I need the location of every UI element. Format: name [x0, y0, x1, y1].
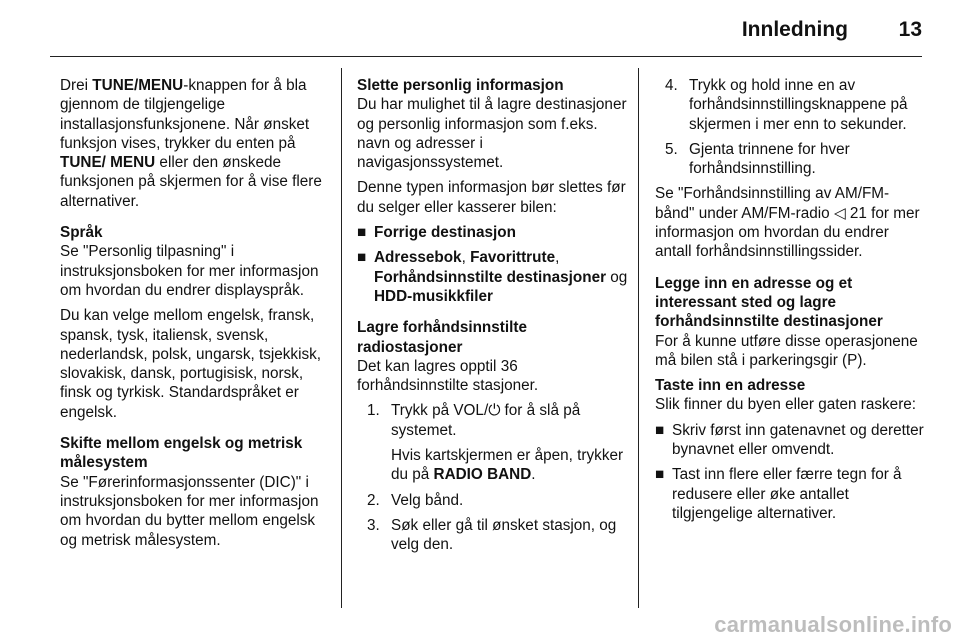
step-item: 4. Trykk og hold inne en av forhåndsinnstillingsknappene på skjermen i mer enn to sekunder. — [665, 77, 908, 133]
section-heading: Lagre forhåndsinnstilte radiostasjoner — [357, 319, 527, 356]
paragraph: Se "Førerinformasjonssenter (DIC)" i instruksjonsboken for mer informasjon om hvordan du bytter mellom engelsk og metrisk målesystem. — [60, 473, 319, 549]
list-item: ■ Tast inn flere eller færre tegn for å redusere eller øke antallet tilgjengelige alternativer. — [655, 466, 902, 522]
column-2 — [357, 76, 629, 561]
section-heading: Legge inn en adresse og et interessant sted og lagre forhåndsinnstilte destinasjoner — [655, 274, 883, 331]
header-divider — [50, 56, 922, 57]
step-item: 5. Gjenta trinnene for hver forhåndsinnstilling. — [665, 140, 850, 178]
paragraph: For å kunne utføre disse operasjonene må bilen stå i parkeringsgir (P). — [655, 332, 918, 369]
paragraph: Se "Forhåndsinnstilling av AM/FM-bånd" under AM/FM-radio ◁ 21 for mer informasjon om hvordan du endrer antall forhåndsinnstillingssider. — [655, 185, 920, 261]
paragraph: Du har mulighet til å lagre destinasjoner og personlig informasjon som f.eks. navn og adresser i navigasjonssystemet. — [357, 96, 627, 172]
section-legge — [655, 274, 925, 370]
section-heading: Taste inn en adresse — [655, 377, 806, 395]
paragraph: Det kan lagres opptil 36 forhåndsinnstilte stasjoner. — [357, 357, 539, 395]
bullet-icon: ■ — [655, 466, 665, 484]
section-taste — [655, 376, 925, 523]
list-item: ■ Forrige destinasjon — [357, 224, 516, 242]
section-lagre — [357, 318, 629, 554]
paragraph: Denne typen informasjon bør slettes før du selger eller kasserer bilen: — [357, 179, 626, 216]
section-skifte — [60, 434, 332, 550]
bullet-icon: ■ — [357, 224, 367, 242]
column-3 — [655, 76, 925, 529]
section-sprak — [60, 223, 332, 422]
list-item: ■ Adressebok, Favorittrute, Forhåndsinnstilte destinasjoner og HDD-musikkfiler — [357, 249, 628, 305]
bullet-icon: ■ — [357, 249, 367, 267]
step-item: 1. Trykk på VOL/⏻ for å slå på systemet. — [367, 402, 581, 439]
paragraph: Se "Personlig tilpasning" i instruksjonsboken for mer informasjon om hvordan du endrer displayspråk. — [60, 243, 319, 299]
paragraph: Du kan velge mellom engelsk, fransk, spansk, tysk, italiensk, svensk, nederlandsk, polsk, ungarsk, tsjekkisk, slovakisk, dansk, portugisisk, norsk, finsk og tyrkisk. Standardspråket er engelsk. — [60, 307, 322, 421]
page-number: 13 — [898, 18, 922, 41]
intro-paragraph: Drei TUNE/MENU-knappen for å bla gjennom de tilgjengelige installasjonsfunksjonene. Når ønsket funksjon vises, trykker du enten på TUNE/ MENU eller den ønskede funksjonen på skjermen for å vise flere alternativer. — [60, 77, 322, 210]
watermark-text: carmanualsonline.info — [714, 612, 952, 637]
step-item: 3. Søk eller gå til ønsket stasjon, og velg den. — [367, 516, 617, 554]
section-heading: Slette personlig informasjon — [357, 77, 564, 94]
list-item: ■ Skriv først inn gatenavnet og deretter bynavnet eller omvendt. — [655, 421, 924, 459]
column-1 — [60, 76, 332, 556]
column-divider-2 — [638, 68, 639, 608]
paragraph: Slik finner du byen eller gaten raskere: — [655, 396, 917, 414]
step-item: 2. Velg bånd. — [367, 491, 464, 509]
section-slette — [357, 76, 629, 306]
section-heading: Skifte mellom engelsk og metrisk målesystem — [60, 435, 303, 472]
section-heading: Språk — [60, 224, 103, 242]
page-title: Innledning — [741, 18, 848, 41]
column-divider-1 — [341, 68, 342, 608]
bullet-icon: ■ — [655, 421, 665, 439]
step-subparagraph: Hvis kartskjermen er åpen, trykker du på RADIO BAND. — [391, 447, 624, 484]
